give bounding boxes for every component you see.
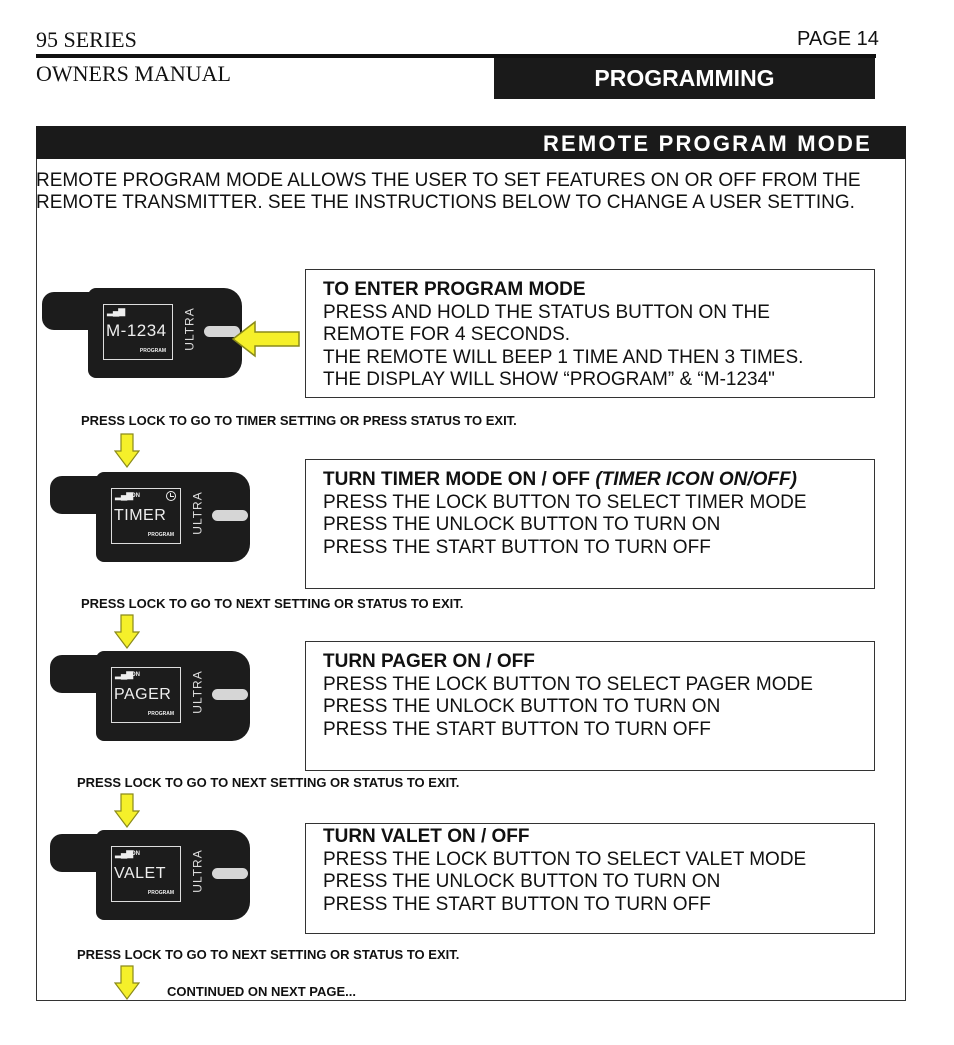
instruction-line: PRESS THE START BUTTON TO TURN OFF	[323, 893, 711, 915]
lcd-word: M-1234	[106, 321, 167, 340]
clock-icon	[166, 491, 176, 501]
instruction-line: PRESS THE UNLOCK BUTTON TO TURN ON	[323, 696, 721, 717]
instruction-line: PRESS THE UNLOCK BUTTON TO TURN ON	[323, 871, 721, 892]
lcd-program-label: PROGRAM	[147, 532, 174, 538]
down-arrow-icon	[114, 793, 140, 828]
brand-ultra: ULTRA	[190, 670, 205, 714]
instruction-box-pager	[305, 641, 875, 771]
brand-ultra: ULTRA	[190, 491, 205, 535]
step-prompt: PRESS LOCK TO GO TO NEXT SETTING OR STATUS TO EXIT.	[81, 596, 464, 611]
instruction-line: PRESS THE LOCK BUTTON TO SELECT PAGER MODE	[323, 673, 813, 695]
remote-display-valet	[50, 830, 250, 920]
brand-ultra: ULTRA	[190, 849, 205, 893]
brand-ultra: ULTRA	[182, 307, 197, 351]
down-arrow-icon	[114, 965, 140, 1000]
signal-bars-icon: ▂▄▆	[115, 848, 133, 858]
instruction-line: PRESS THE UNLOCK BUTTON TO TURN ON	[323, 514, 721, 535]
instruction-line: THE REMOTE WILL BEEP 1 TIME AND THEN 3 TIMES.	[323, 346, 804, 368]
manual-label: OWNERS MANUAL	[36, 61, 231, 86]
instruction-line: PRESS THE LOCK BUTTON TO SELECT VALET MODE	[323, 848, 807, 870]
instruction-title: TURN TIMER MODE ON / OFF (TIMER ICON ON/OFF)	[323, 469, 797, 490]
remote-display-program	[42, 288, 242, 378]
instruction-line: PRESS AND HOLD THE STATUS BUTTON ON THE	[323, 301, 770, 323]
lcd-program-label: PROGRAM	[139, 348, 166, 354]
section-title: REMOTE PROGRAM MODE	[36, 126, 906, 159]
remote-display-timer	[50, 472, 250, 562]
step-prompt: PRESS LOCK TO GO TO NEXT SETTING OR STATUS TO EXIT.	[77, 947, 460, 962]
status-button	[212, 510, 248, 521]
instruction-title: TURN PAGER ON / OFF	[323, 651, 535, 672]
continued-note: CONTINUED ON NEXT PAGE...	[167, 984, 356, 999]
lcd-on-label: ON	[131, 672, 140, 678]
instruction-title: TURN VALET ON / OFF	[323, 826, 530, 847]
instruction-box-timer	[305, 459, 875, 589]
lcd-screen	[111, 667, 181, 723]
instruction-line: REMOTE FOR 4 SECONDS.	[323, 324, 571, 345]
intro-paragraph: REMOTE PROGRAM MODE ALLOWS THE USER TO SET FEATURES ON OR OFF FROM THE REMOTE TRANSMITTER. SEE THE INSTRUCTIONS BELOW TO CHANGE A USER SETTING.	[36, 170, 861, 213]
instruction-line: PRESS THE START BUTTON TO TURN OFF	[323, 718, 711, 740]
lcd-on-label: ON	[131, 851, 140, 857]
status-button	[212, 689, 248, 700]
lcd-word: TIMER	[114, 507, 167, 524]
lcd-screen	[111, 846, 181, 902]
lcd-word: PAGER	[114, 686, 172, 703]
instruction-box-enter-program	[305, 269, 875, 398]
step-prompt: PRESS LOCK TO GO TO NEXT SETTING OR STATUS TO EXIT.	[77, 775, 460, 790]
page-number: PAGE 14	[797, 28, 879, 50]
down-arrow-icon	[114, 433, 140, 468]
lcd-program-label: PROGRAM	[147, 711, 174, 717]
left-arrow-icon	[231, 320, 301, 358]
instruction-line: PRESS THE START BUTTON TO TURN OFF	[323, 536, 711, 558]
instruction-box-valet	[305, 823, 875, 934]
down-arrow-icon	[114, 614, 140, 649]
signal-bars-icon: ▂▄▆	[107, 306, 125, 316]
instruction-title: TO ENTER PROGRAM MODE	[323, 279, 586, 300]
lcd-screen	[103, 304, 173, 360]
lcd-program-label: PROGRAM	[147, 890, 174, 896]
lcd-on-label: ON	[131, 493, 140, 499]
signal-bars-icon: ▂▄▆	[115, 669, 133, 679]
step-prompt: PRESS LOCK TO GO TO TIMER SETTING OR PRESS STATUS TO EXIT.	[81, 413, 517, 428]
status-button	[212, 868, 248, 879]
signal-bars-icon: ▂▄▆	[115, 490, 133, 500]
instruction-line: THE DISPLAY WILL SHOW “PROGRAM” & “M-1234"	[323, 369, 775, 390]
lcd-word: VALET	[114, 865, 166, 882]
remote-display-pager	[50, 651, 250, 741]
lcd-screen	[111, 488, 181, 544]
instruction-line: PRESS THE LOCK BUTTON TO SELECT TIMER MODE	[323, 491, 807, 513]
series-label: 95 SERIES	[36, 27, 137, 52]
section-tab: PROGRAMMING	[494, 58, 875, 99]
